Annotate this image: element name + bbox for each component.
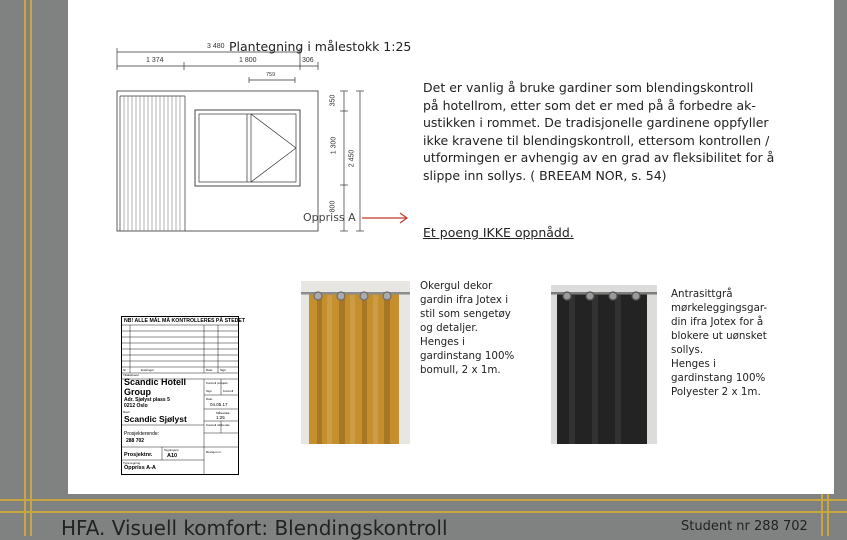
dimension-800: 800	[329, 200, 337, 213]
description-line: slippe inn sollys. ( BREEAM NOR, s. 54)	[423, 167, 667, 183]
title-block-prosjekterende-label: Prosjekterende:	[124, 431, 160, 437]
dimension-1300: 1 300	[330, 136, 338, 155]
title-block-tegning-label: Type tegning	[123, 461, 141, 465]
project-number: 288 702	[126, 438, 145, 444]
caption-line: din ifra Jotex for å	[671, 316, 764, 328]
title-block-navn-label: Navn	[123, 410, 131, 414]
dimension-1374: 1 374	[146, 57, 164, 64]
dimension-759: 759	[266, 72, 276, 78]
frame-line-left-inner	[30, 0, 32, 536]
caption-line: Henges i	[420, 336, 465, 348]
description-text	[423, 79, 823, 184]
title-block-col-nr: Nr	[123, 368, 127, 372]
description-line: på hotellrom, etter som det er med på å forbedre ak-	[423, 97, 756, 113]
title-block-tiltakshaver-label: Tiltakshaver	[123, 373, 140, 377]
title-block-prosjektnr-label: Prosjektnr.	[124, 452, 153, 458]
description-line: utformingen er avhengig av en grad av fleksibilitet for å	[423, 150, 775, 165]
dimension-350: 350	[329, 94, 337, 107]
plan-title: Plantegning i målestokk 1:25	[229, 39, 412, 54]
title-block-kontroll2-label: Kontroll	[223, 389, 234, 393]
client-address-line1: Adr. Sjølyst plass 5	[124, 397, 170, 403]
caption-line: Okergul dekor	[420, 280, 493, 292]
dark-curtain-photo	[551, 285, 657, 444]
title-block-sign-label: Sign	[206, 389, 213, 393]
client-address-line2: 0212 Oslo	[124, 403, 148, 409]
title-block-dato-label: Dato	[206, 397, 213, 401]
caption-line: mørkeleggingsgar-	[671, 302, 768, 314]
caption-line: Polyester 2 x 1m.	[671, 386, 761, 398]
dimension-2450: 2 450	[348, 149, 356, 168]
client-name-line1: Scandic Hotell	[124, 377, 187, 387]
caption-line: gardin ifra Jotex i	[420, 294, 509, 306]
drawing-title-block	[121, 316, 246, 475]
caption-line: bomull, 2 x 1m.	[420, 364, 501, 376]
title-block-revisjon-label: Revisjon nr.	[206, 450, 222, 454]
caption-line: blokere ut uønsket	[671, 330, 767, 342]
caption-line: Henges i	[671, 358, 716, 370]
section-label: Oppriss A	[303, 211, 356, 224]
caption-line: og detaljer.	[420, 322, 478, 334]
footer-student-number: Student nr 288 702	[681, 519, 808, 534]
floor-plan-drawing	[110, 36, 420, 236]
caption-line: stil som sengetøy	[420, 308, 511, 320]
caption-line: gardinstang 100%	[420, 350, 515, 362]
dimension-1800: 1 800	[239, 57, 257, 64]
description-line: ustikken i rommet. De tradisjonelle gardinene oppfyller	[423, 115, 769, 130]
footer-title: HFA. Visuell komfort: Blendingskontroll	[61, 516, 448, 540]
drawing-date: 04.05.17	[210, 402, 228, 407]
caption-line: gardinstang 100%	[671, 372, 766, 384]
caption-line: sollys.	[671, 344, 704, 356]
frame-line-bottom-lower	[0, 511, 847, 513]
plan-total-dimension: 3 480	[207, 43, 225, 50]
description-line: Det er vanlig å bruke gardiner som blendingskontroll	[423, 80, 754, 95]
title-block-note: NB! ALLE MÅL MÅ KONTROLLERES PÅ STEDET	[124, 318, 246, 324]
title-block-malestokk-label: Målestokk	[216, 411, 230, 415]
drawing-number: A10	[167, 453, 178, 459]
title-block-col-endringer: Endringer	[141, 368, 155, 372]
frame-line-left-outer	[24, 0, 26, 536]
dimension-306: 306	[302, 57, 314, 64]
title-block-col-sign: Sign	[220, 368, 227, 372]
client-name-line2: Group	[124, 387, 151, 397]
title-block-kontroll-utforende-label: Kontroll utførende	[206, 423, 230, 427]
project-name: Scandic Sjølyst	[124, 414, 187, 424]
caption-line: Antrasittgrå	[671, 288, 733, 300]
yellow-curtain-photo	[301, 281, 410, 444]
yellow-curtain-caption	[420, 279, 520, 377]
conclusion-text: Et poeng IKKE oppnådd.	[423, 225, 574, 240]
frame-line-bottom-top	[0, 499, 847, 501]
drawing-scale: 1:25	[216, 415, 225, 420]
drawing-type: Oppriss A-A	[124, 465, 156, 471]
description-line: ikke kravene til blendingskontroll, ettersom kontrollen /	[423, 132, 770, 148]
dark-curtain-caption	[671, 287, 781, 399]
title-block-col-dato: Dato	[206, 368, 213, 372]
title-block-tegningsnr-label: Tegningsnr.	[164, 448, 180, 452]
title-block-kontroll-label: Kontroll prosjekt.	[206, 381, 229, 385]
